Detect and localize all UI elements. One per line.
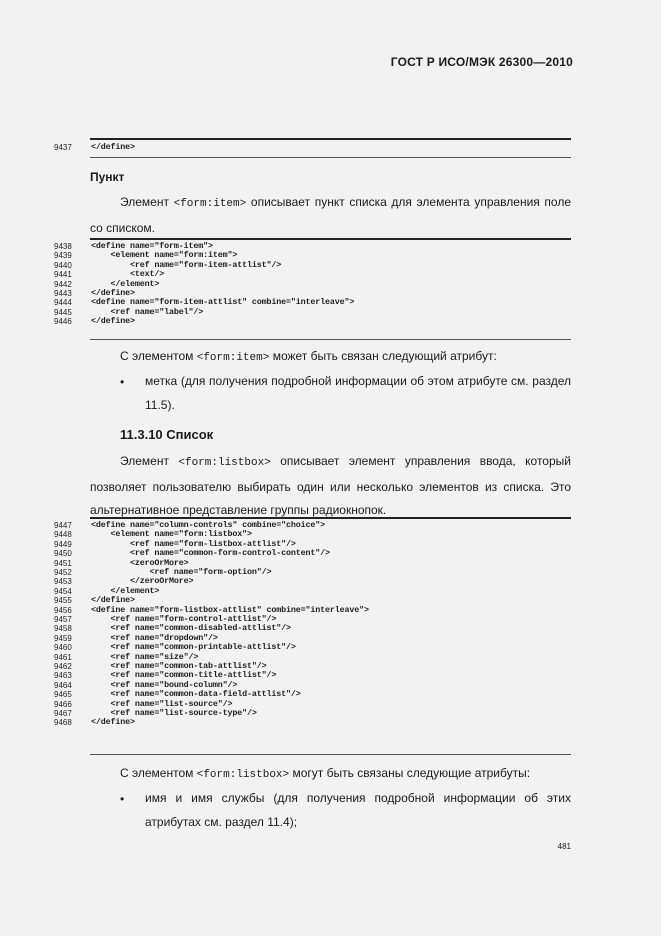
line-number: 9455 — [54, 596, 72, 606]
code-line: <ref name="form-item-attlist"/> — [91, 259, 282, 270]
bullet-marker: • — [120, 792, 125, 806]
line-number: 9462 — [54, 662, 72, 671]
line-number: 9465 — [54, 690, 72, 700]
code-line: <ref name="common-printable-attlist"/> — [91, 642, 296, 653]
inline-code: <form:item> — [196, 352, 270, 364]
document-header: ГОСТ Р ИСО/МЭК 26300—2010 — [390, 55, 573, 69]
line-number: 9445 — [54, 307, 72, 317]
line-number: 9440 — [54, 260, 72, 270]
line-number: 9466 — [54, 699, 72, 709]
line-number: 9443 — [54, 289, 72, 298]
section-heading: 11.3.10 Список — [120, 427, 214, 442]
inline-code: <form:listbox> — [178, 457, 271, 469]
code-bottom-rule — [90, 754, 571, 755]
code-line: <ref name="common-tab-attlist"/> — [91, 661, 267, 671]
line-number: 9438 — [54, 242, 72, 251]
code-line: <element name="form:item"> — [91, 250, 238, 261]
line-number: 9448 — [54, 530, 72, 540]
code-line: </define> — [91, 595, 135, 606]
inline-code: <form:item> — [173, 198, 247, 210]
inline-code: <form:listbox> — [196, 769, 290, 781]
code-line: </define> — [91, 717, 135, 728]
paragraph — [120, 349, 497, 364]
code-top-rule — [90, 238, 571, 240]
line-number: 9450 — [54, 549, 72, 559]
code-top-rule — [90, 517, 571, 519]
code-line: <ref name="common-disabled-attlist"/> — [91, 623, 291, 634]
code-line: </define> — [91, 316, 135, 327]
section-heading: Пункт — [90, 170, 125, 184]
paragraph-text: могут быть связаны следующие атрибуты: — [292, 766, 531, 780]
paragraph-text: С элементом — [120, 766, 194, 780]
code-line: <define name="form-item"> — [91, 241, 213, 251]
code-line: </define> — [91, 142, 135, 152]
code-line: </define> — [91, 288, 135, 298]
line-number: 9461 — [54, 652, 72, 662]
code-bottom-rule — [90, 157, 571, 158]
paragraph-text: описывает элемент управления ввода, который позволяет пользователю выбирать один или несколько элементов из списка. Это альтернативное представление группы радиокнопок. — [90, 454, 571, 517]
paragraph-text: может быть связан следующий атрибут: — [272, 349, 497, 363]
code-line: <ref name="form-listbox-attlist"/> — [91, 538, 296, 549]
bullet-marker: • — [120, 375, 125, 389]
code-line: <define name="form-listbox-attlist" combine="interleave"> — [91, 604, 369, 615]
code-line: <ref name="common-title-attlist"/> — [91, 670, 277, 681]
line-number: 9468 — [54, 718, 72, 728]
code-top-rule — [90, 138, 571, 140]
line-number: 9437 — [54, 143, 72, 152]
paragraph — [90, 450, 571, 523]
code-line: <zeroOrMore> — [91, 557, 189, 568]
code-line: <ref name="common-data-field-attlist"/> — [91, 689, 301, 700]
line-number: 9451 — [54, 558, 72, 568]
code-line: <ref name="common-form-control-content"/> — [91, 548, 330, 559]
line-number: 9447 — [54, 521, 72, 530]
line-number: 9444 — [54, 298, 72, 308]
line-number: 9441 — [54, 270, 72, 280]
line-number: 9456 — [54, 605, 72, 615]
line-number: 9439 — [54, 251, 72, 261]
code-line: </element> — [91, 585, 160, 596]
code-line: <text/> — [91, 269, 165, 280]
line-number: 9449 — [54, 539, 72, 549]
code-line: <element name="form:listbox"> — [91, 529, 252, 540]
line-number: 9446 — [54, 317, 72, 327]
code-line: <ref name="form-control-attlist"/> — [91, 614, 277, 624]
paragraph-text: Элемент — [120, 454, 169, 468]
line-number: 9453 — [54, 577, 72, 587]
code-line: </element> — [91, 278, 160, 289]
bullet-text: метка (для получения подробной информации об этом атрибуте см. раздел 11.5). — [145, 374, 571, 412]
paragraph — [90, 191, 571, 240]
code-line: </zeroOrMore> — [91, 576, 194, 587]
line-number: 9464 — [54, 680, 72, 690]
paragraph-text: описывает пункт списка для элемента управления поле со списком. — [90, 195, 571, 235]
code-line: <ref name="list-source-type"/> — [91, 708, 257, 718]
line-number: 9442 — [54, 279, 72, 289]
code-line: <ref name="form-option"/> — [91, 567, 272, 577]
code-line: <define name="column-controls" combine="choice"> — [91, 520, 326, 530]
code-line: <ref name="size"/> — [91, 651, 199, 662]
line-number: 9452 — [54, 568, 72, 577]
code-line: <define name="form-item-attlist" combine="interleave"> — [91, 297, 355, 308]
line-number: 9457 — [54, 615, 72, 624]
paragraph-text: Элемент — [120, 195, 169, 209]
line-number: 9463 — [54, 671, 72, 681]
page-number: 481 — [557, 842, 571, 851]
code-line: <ref name="dropdown"/> — [91, 632, 218, 643]
line-number: 9458 — [54, 624, 72, 634]
line-number: 9467 — [54, 709, 72, 718]
bullet-text: имя и имя службы (для получения подробной информации об этих атрибутах см. раздел 11.4); — [145, 791, 571, 829]
code-line: <ref name="bound-column"/> — [91, 679, 238, 690]
line-number: 9454 — [54, 586, 72, 596]
line-number: 9459 — [54, 633, 72, 643]
code-bottom-rule — [90, 339, 571, 340]
line-number: 9460 — [54, 643, 72, 653]
paragraph-text: С элементом — [120, 349, 194, 363]
paragraph — [120, 766, 530, 781]
code-line: <ref name="label"/> — [91, 306, 204, 317]
code-line: <ref name="list-source"/> — [91, 698, 233, 709]
